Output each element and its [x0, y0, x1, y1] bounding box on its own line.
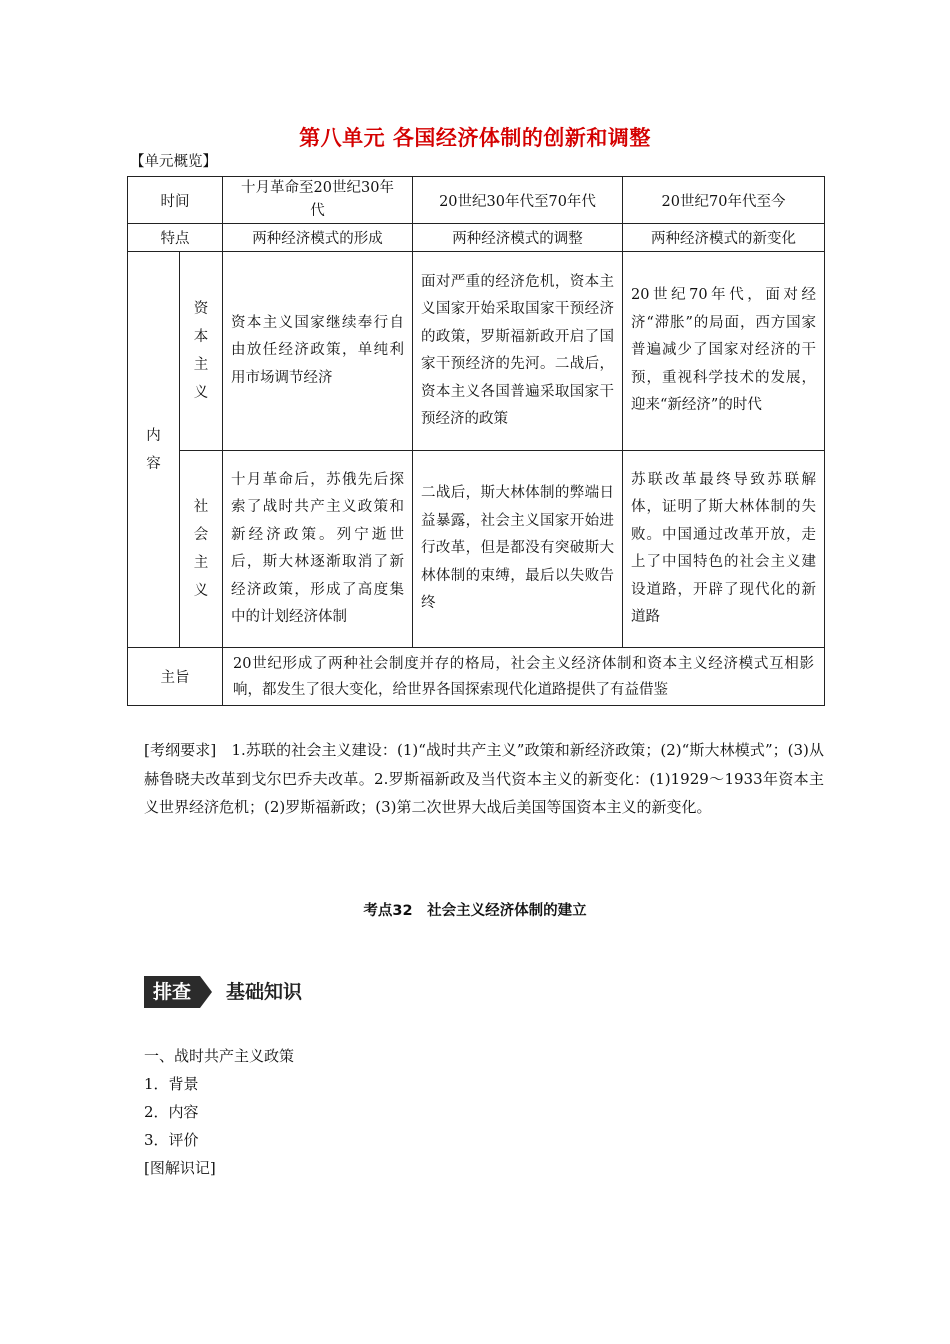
topic-heading: 考点32 社会主义经济体制的建立 — [363, 903, 587, 919]
header-label: 时间 — [128, 177, 223, 224]
outline-item: 一、战时共产主义政策 — [144, 1047, 295, 1065]
socialism-label: 社会主义 — [193, 499, 209, 599]
table-row — [128, 451, 825, 648]
capitalism-1: 资本主义国家继续奉行自由放任经济政策，单纯利用市场调节经济 — [231, 314, 404, 386]
outline-item: 2．内容 — [144, 1103, 199, 1121]
overview-label: 【单元概览】 — [130, 154, 217, 170]
capitalism-3: 20世纪70年代，面对经济“滞胀”的局面，西方国家普遍减少了国家对经济的干预，重视科学技术的发展，迎来“新经济”的时代 — [631, 287, 816, 414]
banner-dark-label: 排查 — [144, 976, 200, 1008]
feature-2: 两种经济模式的调整 — [413, 224, 623, 252]
table-row — [128, 224, 825, 252]
banner-arrow-icon — [200, 976, 212, 1008]
socialism-2: 二战后，斯大林体制的弊端日益暴露，社会主义国家开始进行改革，但是都没有突破斯大林体制的束缚，最后以失败告终 — [421, 485, 614, 612]
table-row — [128, 252, 825, 451]
exam-requirements: [考纲要求] 1.苏联的社会主义建设：(1)“战时共产主义”政策和新经济政策；(2)“斯大林模式”；(3)从赫鲁晓夫改革到戈尔巴乔夫改革。2.罗斯福新政及当代资本主义的新变化：(1)1929～1933年资本主义世界经济危机；(2)罗斯福新政；(3)第二次世界大战后美国等国资本主义的新变化。 — [144, 741, 824, 816]
outline-item: 3．评价 — [144, 1131, 199, 1149]
content-label: 内容 — [146, 427, 161, 472]
theme-label: 主旨 — [128, 648, 223, 706]
feature-label: 特点 — [128, 224, 223, 252]
period-2: 20世纪30年代至70年代 — [413, 177, 623, 224]
capitalism-label: 资本主义 — [193, 301, 209, 401]
outline-item: [图解识记] — [144, 1159, 216, 1177]
section-banner — [144, 976, 344, 1008]
theme-text: 20世纪形成了两种社会制度并存的格局，社会主义经济体制和资本主义经济模式互相影响，都发生了很大变化，给世界各国探索现代化道路提供了有益借鉴 — [233, 655, 814, 698]
period-1: 十月革命至20世纪30年代 — [241, 180, 394, 219]
table-row — [128, 648, 825, 706]
page-title: 第八单元 各国经济体制的创新和调整 — [299, 126, 651, 150]
outline-item: 1．背景 — [144, 1075, 199, 1093]
period-3: 20世纪70年代至今 — [623, 177, 825, 224]
banner-light-label: 基础知识 — [226, 981, 303, 1003]
overview-table — [127, 176, 825, 706]
table-row — [128, 177, 825, 224]
capitalism-2: 面对严重的经济危机，资本主义国家开始采取国家干预经济的政策，罗斯福新政开启了国家干预经济的先河。二战后，资本主义各国普遍采取国家干预经济的政策 — [421, 273, 614, 427]
feature-3: 两种经济模式的新变化 — [623, 224, 825, 252]
feature-1: 两种经济模式的形成 — [223, 224, 413, 252]
socialism-1: 十月革命后，苏俄先后探索了战时共产主义政策和新经济政策。列宁逝世后，斯大林逐渐取消了新经济政策，形成了高度集中的计划经济体制 — [231, 471, 404, 625]
socialism-3: 苏联改革最终导致苏联解体，证明了斯大林体制的失败。中国通过改革开放，走上了中国特色的社会主义建设道路，开辟了现代化的新道路 — [631, 471, 816, 625]
